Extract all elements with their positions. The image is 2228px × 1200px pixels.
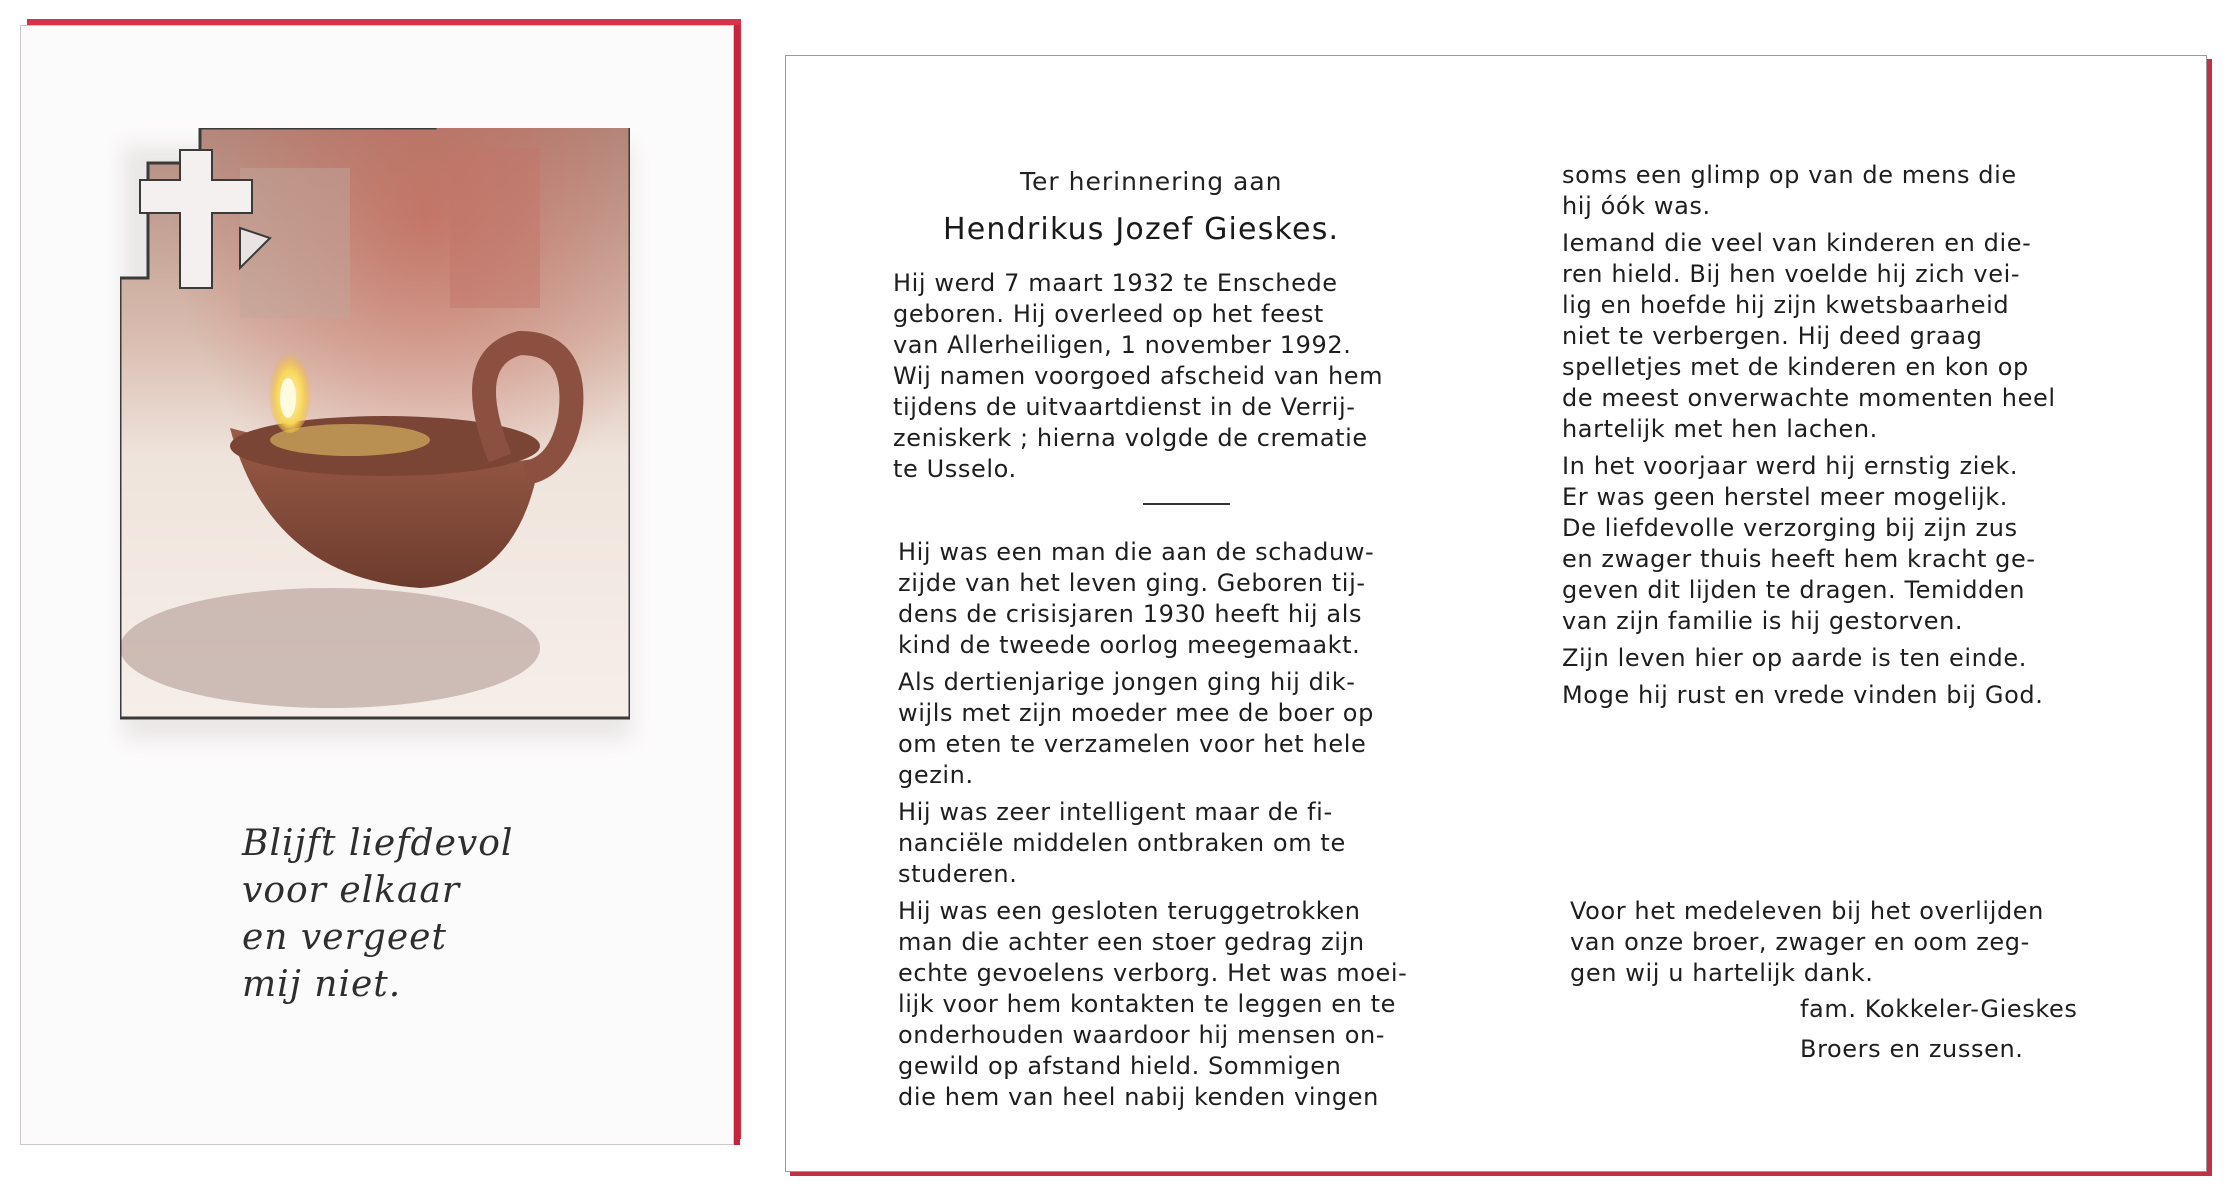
paragraph: Hij was een gesloten teruggetrokken man die achter een stoer gedrag zijn echte gevoelens verborg. Het was moei- lijk voor hem kontakten te leggen en te onderhouden waardoor hij mensen on- gewild op afstand hield. Sommigen die hem van heel nabij kenden vingen bbox=[898, 897, 1408, 1111]
paragraph: Moge hij rust en vrede vinden bij God. bbox=[1562, 681, 2044, 709]
paragraph: soms een glimp op van de mens die hij óók was. bbox=[1562, 161, 2017, 220]
divider bbox=[1143, 503, 1230, 505]
paragraph: Als dertienjarige jongen ging hij dik- wijls met zijn moeder mee de boer op om eten te verzamelen voor het hele gezin. bbox=[898, 668, 1374, 789]
bio-text bbox=[893, 268, 1453, 491]
paragraph: Hij was zeer intelligent maar de fi- nanciële middelen ontbraken om te studeren. bbox=[898, 798, 1346, 888]
paragraph: Zijn leven hier op aarde is ten einde. bbox=[1562, 644, 2027, 672]
paragraph: Hij was een man die aan de schaduw- zijde van het leven ging. Geboren tij- dens de crisisjaren 1930 heeft hij als kind de tweede oorlog meegemaakt. bbox=[898, 538, 1375, 659]
left-column bbox=[898, 537, 1458, 1119]
signature-family: fam. Kokkeler-Gieskes bbox=[1800, 995, 2078, 1023]
deceased-name: Hendrikus Jozef Gieskes. bbox=[943, 212, 1340, 247]
verse-line: mij niet. bbox=[242, 964, 402, 1005]
thanks-paragraph: Voor het medeleven bij het overlijden van onze broer, zwager en oom zeg- gen wij u hartelijk dank. bbox=[1570, 897, 2044, 987]
verse-line: en vergeet bbox=[242, 917, 447, 958]
bio-paragraph: Hij werd 7 maart 1932 te Enschede geboren. Hij overleed op het feest van Allerheiligen, 1 november 1992. Wij namen voorgoed afscheid van hem tijdens de uitvaartdienst in de Verrij- zeniskerk ; hierna volgde de crematie te Usselo. bbox=[893, 269, 1384, 483]
right-column bbox=[1562, 160, 2122, 717]
verse bbox=[242, 820, 513, 1008]
signature-siblings: Broers en zussen. bbox=[1800, 1035, 2024, 1063]
verse-line: Blijft liefdevol bbox=[242, 823, 514, 864]
paragraph: Iemand die veel van kinderen en die- ren hield. Bij hen voelde hij zich vei- lig en hoefde hij zijn kwetsbaarheid niet te verbergen. Hij deed graag spelletjes met de kinderen en kon op de meest onverwachte momenten heel hartelijk met hen lachen. bbox=[1562, 229, 2056, 443]
paragraph: In het voorjaar werd hij ernstig ziek. Er was geen herstel meer mogelijk. De liefdevolle verzorging bij zijn zus en zwager thuis heeft hem kracht ge- geven dit lijden te dragen. Temidden van zijn familie is hij gestorven. bbox=[1562, 452, 2036, 635]
oil-lamp-photo bbox=[120, 128, 630, 738]
intro-heading: Ter herinnering aan bbox=[1020, 167, 1283, 196]
verse-line: voor elkaar bbox=[242, 870, 461, 911]
thanks-text bbox=[1570, 896, 2130, 995]
